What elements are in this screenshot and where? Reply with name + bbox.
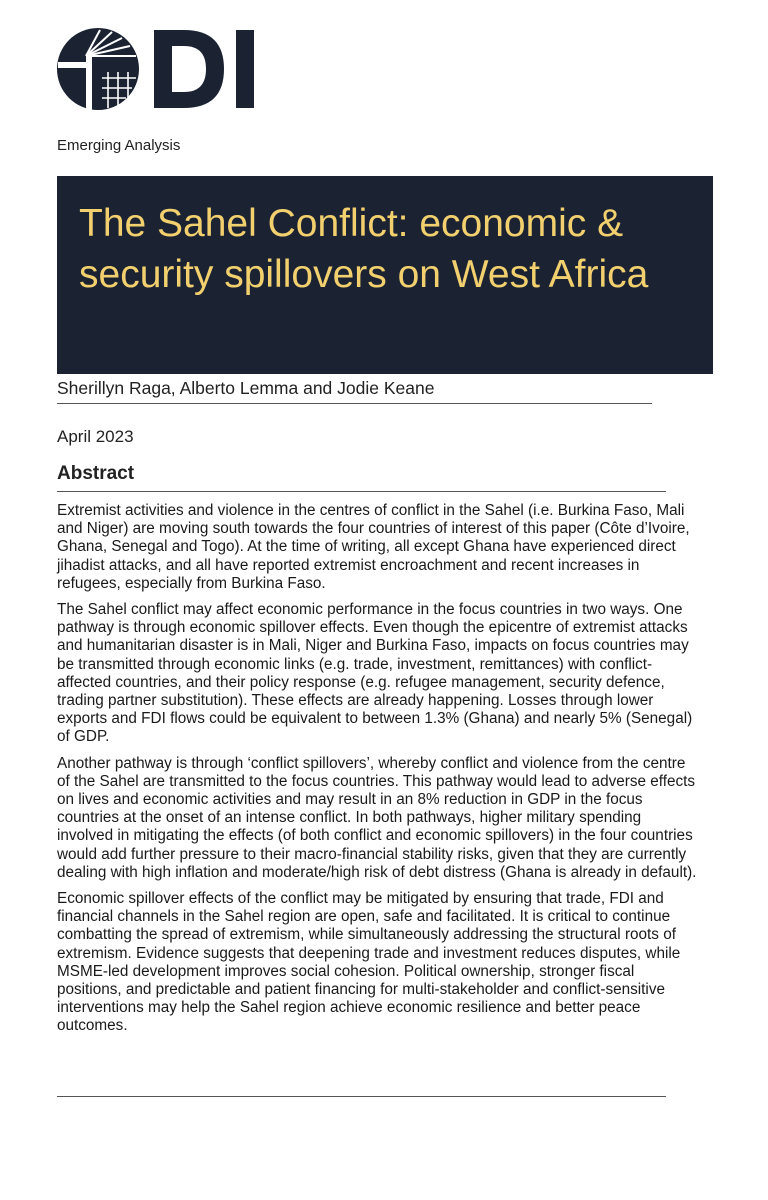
series-label: Emerging Analysis bbox=[57, 137, 181, 154]
abstract-paragraph: Extremist activities and violence in the centres of conflict in the Sahel (i.e. Burkina Faso, Mali and Niger) are moving south towards the four countries of interest of this paper (Côte d’Ivoire, Ghana, Senegal and Togo). At the time of writing, all except Ghana have experienced direct jihadist attacks, and all have reported extremist encroachment and recent increases in refugees, especially from Burkina Faso. bbox=[57, 502, 690, 592]
abstract-paragraph: The Sahel conflict may affect economic performance in the focus countries in two ways. One pathway is through economic spillover effects. Even though the epicentre of extremist attacks and humanitarian disaster is in Mali, Niger and Burkina Faso, impacts on focus countries may be transmitted through economic links (e.g. trade, investment, remittances) with conflict-affected countries, and their policy response (e.g. refugee management, security defence, trading partner substitution). These effects are already happening. Losses through lower exports and FDI flows could be equivalent to between 1.3% (Ghana) and nearly 5% (Senegal) of GDP. bbox=[57, 601, 693, 746]
logo-letter-i bbox=[236, 30, 254, 108]
abstract-body bbox=[57, 502, 697, 1044]
publication-date: April 2023 bbox=[57, 427, 134, 446]
footer-divider bbox=[57, 1096, 666, 1097]
abstract-divider bbox=[57, 491, 666, 492]
abstract-paragraph: Another pathway is through ‘conflict spillovers’, whereby conflict and violence from the centre of the Sahel are transmitted to the focus countries. This pathway would lead to adverse effects on lives and economic activities and may result in an 8% reduction in GDP in the focus countries at the onset of an intense conflict. In both pathways, higher military spending involved in mitigating the effects (of both conflict and economic spillovers) in the four countries would add further pressure to their macro-financial stability risks, given that they are currently dealing with high inflation and moderate/high risk of debt distress (Ghana is already in default). bbox=[57, 754, 697, 881]
abstract-heading: Abstract bbox=[57, 463, 135, 484]
authors: Sherillyn Raga, Alberto Lemma and Jodie Keane bbox=[57, 378, 435, 398]
abstract-paragraph: Economic spillover effects of the conflict may be mitigated by ensuring that trade, FDI and financial channels in the Sahel region are open, safe and facilitated. It is critical to continue combatting the spread of extremism, while simultaneously addressing the structural roots of extremism. Evidence suggests that deepening trade and investment reduces disputes, while MSME-led development improves social cohesion. Political ownership, stronger fiscal positions, and predictable and patient financing for multi-stakeholder and conflict-sensitive interventions may help the Sahel region achieve economic resilience and better peace outcomes. bbox=[57, 890, 681, 1035]
odi-logo-graphic bbox=[56, 26, 276, 112]
odi-globe-icon bbox=[57, 28, 139, 110]
authors-divider bbox=[57, 403, 652, 404]
logo-letter-d bbox=[154, 30, 224, 108]
title-banner bbox=[57, 176, 713, 374]
page-title: The Sahel Conflict: economic & security spillovers on West Africa bbox=[79, 202, 649, 296]
odi-logo bbox=[56, 26, 276, 112]
